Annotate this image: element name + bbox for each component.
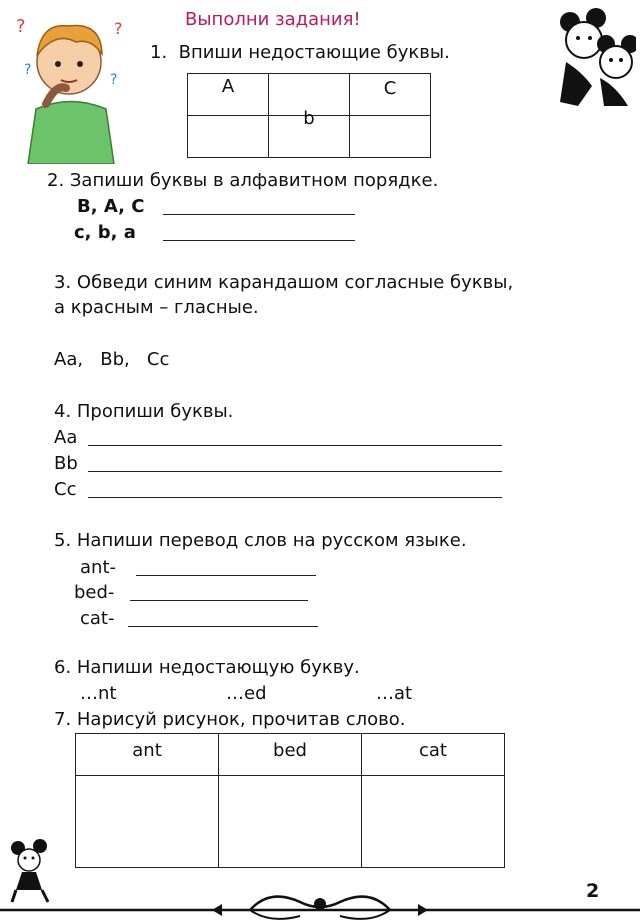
answer-line	[163, 240, 355, 241]
task5-word: bed-	[74, 582, 115, 603]
task3-instruction-line1: 3. Обведи синим карандашом согласные буквы,	[54, 272, 514, 293]
task1-letter-grid	[187, 73, 431, 158]
task1-cell	[188, 116, 269, 158]
task6-item: …nt	[80, 683, 117, 704]
svg-text:?: ?	[110, 72, 118, 88]
task4-instruction: 4. Пропиши буквы.	[54, 401, 234, 422]
task2-lowercase-letters: c, b, a	[74, 222, 136, 243]
task7-header-cell: cat	[362, 734, 505, 776]
task7-drawing-cell	[76, 776, 219, 868]
task3-instruction-line2: а красным – гласные.	[54, 297, 259, 318]
task1-cell: C	[350, 74, 431, 116]
task4-row-label: Aa	[54, 427, 78, 448]
worksheet-heading: Выполни задания!	[185, 9, 361, 30]
answer-line	[136, 575, 316, 576]
svg-text:?: ?	[16, 16, 26, 37]
task4-row-label: Cc	[54, 479, 77, 500]
task6-item: …at	[376, 683, 413, 704]
writing-line	[88, 445, 502, 446]
thinking-boy-illustration	[6, 4, 136, 164]
task6-item: …ed	[226, 683, 267, 704]
task5-word: cat-	[80, 608, 115, 629]
writing-line	[88, 497, 502, 498]
mickey-minnie-illustration	[548, 6, 636, 110]
page-number: 2	[586, 880, 600, 902]
task7-drawing-table	[75, 733, 505, 868]
task2-instruction: 2. Запиши буквы в алфавитном порядке.	[47, 170, 439, 191]
task4-row-label: Bb	[54, 453, 78, 474]
task7-instruction: 7. Нарисуй рисунок, прочитав слово.	[54, 709, 406, 730]
task5-word: ant-	[80, 557, 116, 578]
task7-header-cell: bed	[219, 734, 362, 776]
task5-instruction: 5. Напиши перевод слов на русском языке.	[54, 530, 467, 551]
answer-line	[128, 626, 318, 627]
writing-line	[88, 471, 502, 472]
task7-header-cell: ant	[76, 734, 219, 776]
task1-cell: b	[269, 116, 350, 158]
answer-line	[163, 214, 355, 215]
task2-uppercase-letters: B, A, C	[77, 196, 145, 217]
task7-drawing-cell	[362, 776, 505, 868]
ornamental-divider	[0, 880, 640, 924]
svg-text:?: ?	[24, 62, 32, 78]
task3-letters: Aa, Bb, Cc	[54, 349, 170, 370]
task1-instruction: 1. Впиши недостающие буквы.	[150, 42, 450, 63]
task7-drawing-cell	[219, 776, 362, 868]
task1-cell: A	[188, 74, 269, 116]
task1-cell	[350, 116, 431, 158]
svg-text:?: ?	[114, 19, 123, 38]
task6-instruction: 6. Напиши недостающую букву.	[54, 657, 360, 678]
answer-line	[130, 600, 308, 601]
